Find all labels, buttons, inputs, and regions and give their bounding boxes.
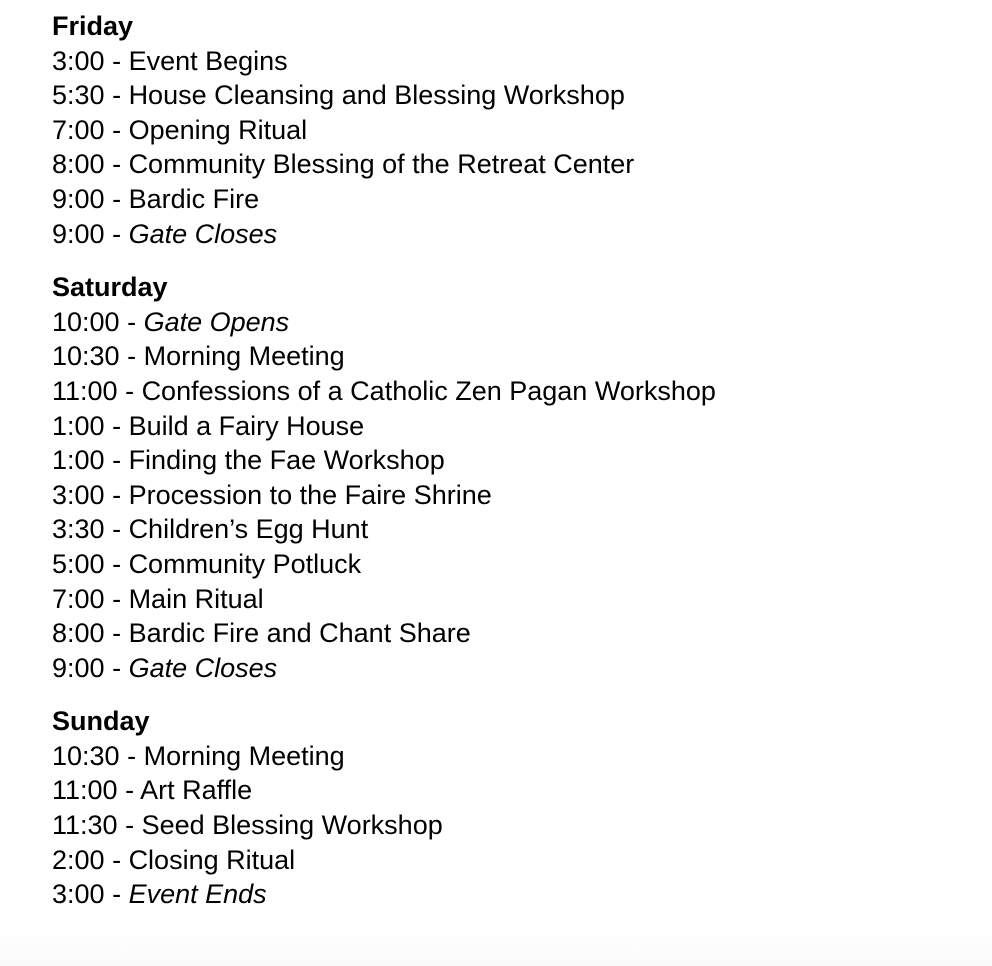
time-separator: - <box>104 45 129 76</box>
event-time: 7:00 <box>52 583 105 614</box>
event-title: Bardic Fire and Chant Share <box>128 618 471 649</box>
schedule-item <box>52 877 972 912</box>
time-separator: - <box>119 341 144 372</box>
time-separator: - <box>104 149 129 180</box>
time-separator: - <box>104 218 129 249</box>
schedule-item <box>52 44 972 79</box>
event-time: 3:00 <box>52 479 105 510</box>
event-time: 5:00 <box>52 548 105 579</box>
time-separator: - <box>104 514 129 545</box>
schedule-item <box>52 739 972 774</box>
event-title: Procession to the Faire Shrine <box>128 479 492 510</box>
event-time: 10:30 <box>52 341 120 372</box>
schedule-item <box>52 305 972 340</box>
time-separator: - <box>117 775 141 806</box>
event-title: Community Potluck <box>128 548 362 579</box>
time-separator: - <box>117 375 142 406</box>
event-time: 10:00 <box>52 306 120 337</box>
day-section-saturday <box>52 270 972 685</box>
event-title: Event Begins <box>128 45 288 76</box>
event-title: Opening Ritual <box>128 114 308 145</box>
event-title: Morning Meeting <box>143 341 345 372</box>
time-separator: - <box>104 844 129 875</box>
event-time: 11:30 <box>52 810 118 841</box>
event-title: Gate Closes <box>128 218 278 249</box>
schedule-item <box>52 547 972 582</box>
time-separator: - <box>117 810 142 841</box>
event-time: 2:00 <box>52 844 105 875</box>
time-separator: - <box>119 740 144 771</box>
schedule-item <box>52 409 972 444</box>
event-title: Gate Closes <box>128 652 278 683</box>
time-separator: - <box>104 80 129 111</box>
event-title: Event Ends <box>128 879 267 910</box>
time-separator: - <box>104 583 129 614</box>
event-title: Main Ritual <box>128 583 264 614</box>
event-time: 8:00 <box>52 618 105 649</box>
schedule-item <box>52 512 972 547</box>
time-separator: - <box>104 618 129 649</box>
time-separator: - <box>104 652 129 683</box>
schedule-item <box>52 113 972 148</box>
time-separator: - <box>104 445 129 476</box>
event-time: 3:00 <box>52 879 105 910</box>
event-time: 11:00 <box>52 375 118 406</box>
schedule-item <box>52 217 972 252</box>
schedule-item <box>52 374 972 409</box>
schedule-item <box>52 147 972 182</box>
event-time: 9:00 <box>52 218 105 249</box>
day-heading: Sunday <box>52 706 150 737</box>
schedule-item <box>52 773 972 808</box>
event-time: 9:00 <box>52 183 105 214</box>
day-heading: Friday <box>52 11 134 41</box>
bottom-shading <box>0 926 992 966</box>
event-time: 3:30 <box>52 514 105 545</box>
schedule-item <box>52 616 972 651</box>
time-separator: - <box>104 879 129 910</box>
event-time: 11:00 <box>52 775 118 806</box>
event-title: Seed Blessing Workshop <box>141 810 443 841</box>
schedule-item <box>52 843 972 878</box>
event-title: Art Raffle <box>140 775 253 806</box>
day-section-friday <box>52 9 972 251</box>
event-time: 5:30 <box>52 80 105 111</box>
event-time: 1:00 <box>52 410 105 441</box>
schedule-item <box>52 182 972 217</box>
day-section-sunday <box>52 704 972 912</box>
day-heading: Saturday <box>52 272 168 303</box>
event-time: 1:00 <box>52 445 105 476</box>
event-title: Finding the Fae Workshop <box>128 445 445 476</box>
time-separator: - <box>104 114 129 145</box>
time-separator: - <box>104 548 129 579</box>
event-time: 8:00 <box>52 149 105 180</box>
event-title: Bardic Fire <box>128 183 260 214</box>
event-title: Closing Ritual <box>128 844 296 875</box>
schedule-item <box>52 651 972 686</box>
event-title: Build a Fairy House <box>128 410 365 441</box>
event-title: Morning Meeting <box>143 740 345 771</box>
time-separator: - <box>104 183 129 214</box>
event-title: Community Blessing of the Retreat Center <box>128 149 635 180</box>
event-title: Gate Opens <box>143 306 290 337</box>
time-separator: - <box>104 479 129 510</box>
time-separator: - <box>104 410 129 441</box>
schedule-item <box>52 78 972 113</box>
schedule-item <box>52 339 972 374</box>
event-time: 7:00 <box>52 114 105 145</box>
schedule-item <box>52 478 972 513</box>
event-time: 10:30 <box>52 740 120 771</box>
event-time: 9:00 <box>52 652 105 683</box>
schedule-item <box>52 582 972 617</box>
schedule-item <box>52 808 972 843</box>
event-title: House Cleansing and Blessing Workshop <box>128 80 625 111</box>
event-time: 3:00 <box>52 45 105 76</box>
schedule-document <box>52 9 972 931</box>
schedule-item <box>52 443 972 478</box>
event-title: Confessions of a Catholic Zen Pagan Workshop <box>141 375 716 406</box>
event-title: Children’s Egg Hunt <box>128 514 369 545</box>
time-separator: - <box>119 306 144 337</box>
